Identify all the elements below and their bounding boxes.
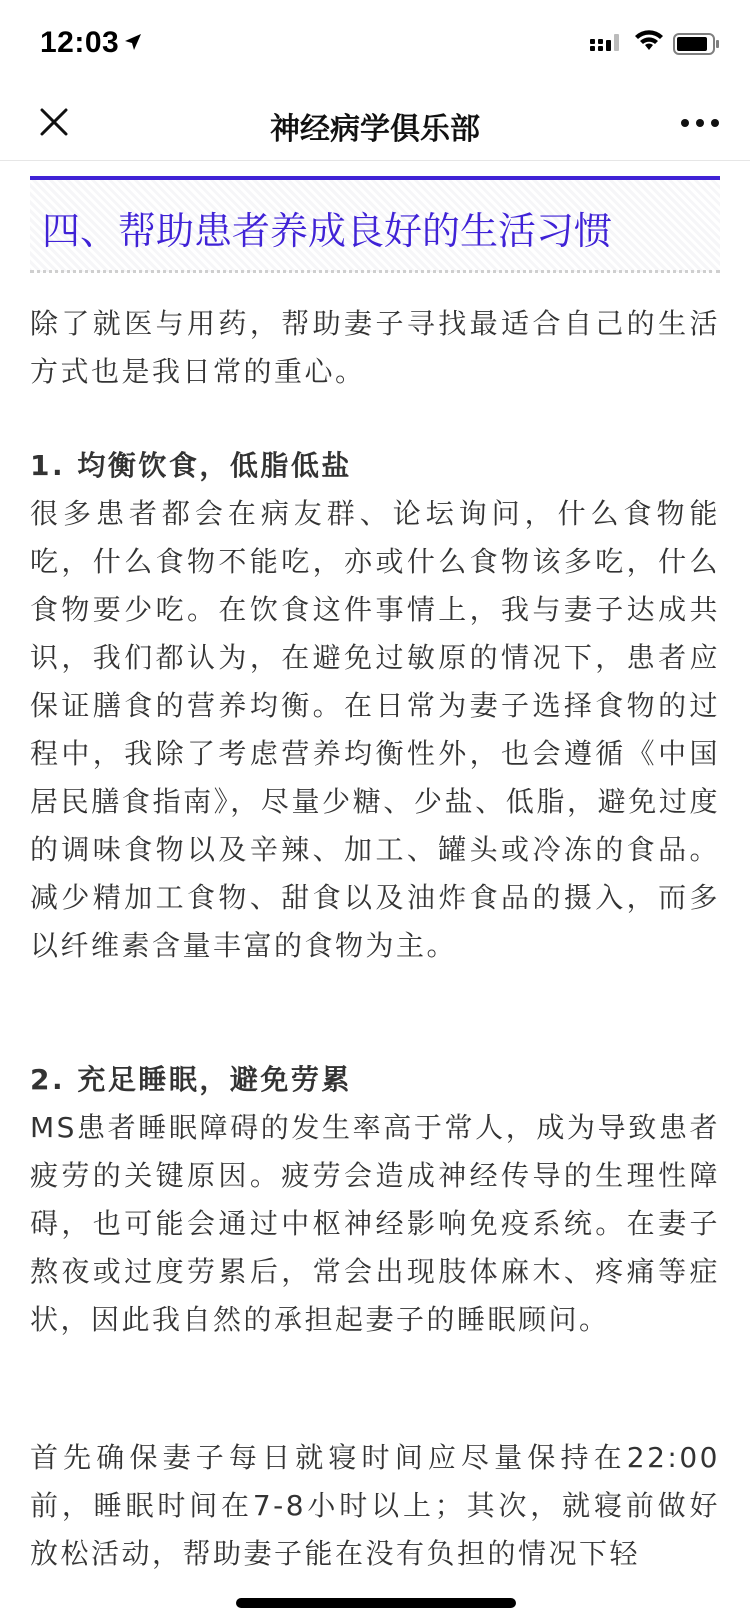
page-title: 神经病学俱乐部 xyxy=(270,112,480,147)
item1-heading: 1. 均衡饮食，低脂低盐 xyxy=(30,449,352,482)
nav-bar xyxy=(0,88,750,161)
cellular-signal-icon xyxy=(590,33,622,57)
section-title: 四、帮助患者养成良好的生活习惯 xyxy=(42,209,613,253)
intro-paragraph: 除了就医与用药，帮助妻子寻找最适合自己的生活方式也是我日常的重心。 xyxy=(30,307,720,388)
status-bar xyxy=(0,0,750,88)
home-indicator[interactable] xyxy=(236,1598,516,1608)
battery-icon xyxy=(673,33,721,59)
item2-heading: 2. 充足睡眠，避免劳累 xyxy=(30,1063,352,1096)
section-divider xyxy=(30,270,720,273)
location-arrow-icon xyxy=(124,33,142,55)
status-time: 12:03 xyxy=(40,26,120,59)
wifi-icon xyxy=(634,30,664,56)
section-header xyxy=(30,176,720,272)
item2-paragraph-2: 首先确保妻子每日就寝时间应尽量保持在22:00前，睡眠时间在7-8小时以上；其次，就寝前做好放松活动，帮助妻子能在没有负担的情况下轻 xyxy=(30,1441,720,1570)
item2-paragraph: MS患者睡眠障碍的发生率高于常人，成为导致患者疲劳的关键原因。疲劳会造成神经传导的生理性障碍，也可能会通过中枢神经影响免疫系统。在妻子熬夜或过度劳累后，常会出现肢体麻木、疼痛等症状，因此我自然的承担起妻子的睡眠顾问。 xyxy=(30,1111,720,1336)
item1-paragraph: 很多患者都会在病友群、论坛询问，什么食物能吃，什么食物不能吃，亦或什么食物该多吃，什么食物要少吃。在饮食这件事情上，我与妻子达成共识，我们都认为，在避免过敏原的情况下，患者应保证膳食的营养均衡。在日常为妻子选择食物的过程中，我除了考虑营养均衡性外，也会遵循《中国居民膳食指南》，尽量少糖、少盐、低脂，避免过度的调味食物以及辛辣、加工、罐头或冷冻的食品。减少精加工食物、甜食以及油炸食品的摄入，而多以纤维素含量丰富的食物为主。 xyxy=(30,497,720,962)
more-icon[interactable] xyxy=(680,114,720,126)
